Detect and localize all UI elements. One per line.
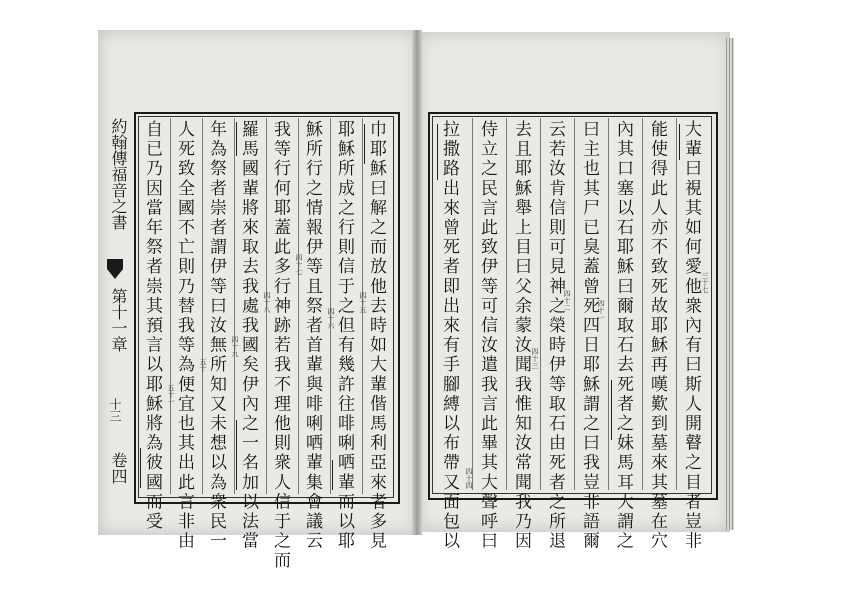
right-page-inner-border <box>432 116 712 552</box>
proper-name-mark <box>140 448 141 488</box>
volume-label: 卷四 <box>109 452 128 484</box>
column-rule <box>234 118 235 494</box>
text-column: 耶穌所成之行則信于之但有幾許往啡唎哂輩而以耶 <box>334 120 354 552</box>
verse-number: 四十二 <box>563 290 571 311</box>
verse-number: 四十五 <box>359 292 367 313</box>
verse-number: 五十一 <box>167 384 175 405</box>
column-rule <box>472 118 473 490</box>
text-column: 侍立之民言此致伊等可信汝遣我言此畢其大聲呼曰 <box>477 120 497 552</box>
verse-number: 四十七 <box>295 254 303 275</box>
proper-name-mark <box>364 124 365 164</box>
verse-number: 四十八 <box>263 292 271 313</box>
verse-number: 四十九 <box>231 336 239 357</box>
column-rule <box>170 118 171 494</box>
text-column: 拉撒路出來曾死者即出來有手腳縛以布帶又面包以 <box>439 120 459 552</box>
verse-number: 五十 <box>199 358 207 372</box>
column-rule <box>330 118 331 494</box>
proper-name-mark <box>679 124 680 160</box>
proper-name-mark <box>611 380 612 440</box>
verse-number: 四十一 <box>597 300 605 321</box>
column-rule <box>298 118 299 494</box>
page-stack-edge <box>726 38 734 530</box>
text-column: 能使得此人亦不致死故耶穌再嘆歎到墓來其墓在穴 <box>647 120 667 552</box>
text-column: 內其口塞以石耶穌曰爾取石去死者之妹馬耳大謂之 <box>613 120 633 552</box>
text-column: 云若汝肯信則可見神之榮時伊等取石由死者之所退 <box>545 120 565 552</box>
proper-name-mark <box>236 420 237 490</box>
chapter-label: 第十一章 <box>109 288 128 352</box>
text-column: 穌所行之情報伊等且祭者首輩與啡唎哂輩集會議云 <box>302 120 322 552</box>
proper-name-mark <box>236 122 237 156</box>
text-column: 巾耶穌曰解之而放他去時如大輩偕馬利亞來者多見 <box>366 120 386 552</box>
text-column: 自已乃因當年祭者崇其預言以耶穌將為彼國而受 <box>142 120 162 532</box>
fish-tail-mark-icon <box>105 257 125 283</box>
column-rule <box>608 118 609 490</box>
book-title: 約翰傳福音之書 <box>109 118 128 230</box>
column-rule <box>574 118 575 490</box>
column-rule <box>642 118 643 490</box>
proper-name-mark <box>332 460 333 490</box>
verse-number: 四十三 <box>531 348 539 369</box>
column-rule <box>540 118 541 490</box>
proper-name-mark <box>437 124 438 180</box>
text-column: 曰主也其尸已臭蓋曾死四日耶穌謂之曰我豈非語爾 <box>579 120 599 552</box>
folio-number: 十三 <box>108 398 122 422</box>
column-rule <box>202 118 203 494</box>
text-column: 大輩曰視其如何愛他衆內有曰斯人開瞽之目者豈非 <box>681 120 701 552</box>
text-column: 年為祭者崇者謂伊等曰汝無所知又未想以為衆民一 <box>206 120 226 552</box>
column-rule <box>676 118 677 490</box>
verse-number: 四十四 <box>465 468 473 489</box>
column-rule <box>506 118 507 490</box>
text-column: 去且耶穌舉上目曰父余蒙汝聞我惟知汝常聞我乃因 <box>511 120 531 552</box>
text-column: 我等行何耶蓋此多行神跡若我不理他則衆人信于之而 <box>270 120 290 571</box>
book-gutter <box>412 30 422 535</box>
verse-number: 四十六 <box>327 308 335 329</box>
text-column: 羅馬國輩將來取去我處我國矣伊內之一名加以法當 <box>238 120 258 552</box>
verse-number: 三十七 <box>701 272 709 293</box>
text-column: 人死致全國不亡則乃替我等為便宜也其出此言非由 <box>174 120 194 552</box>
